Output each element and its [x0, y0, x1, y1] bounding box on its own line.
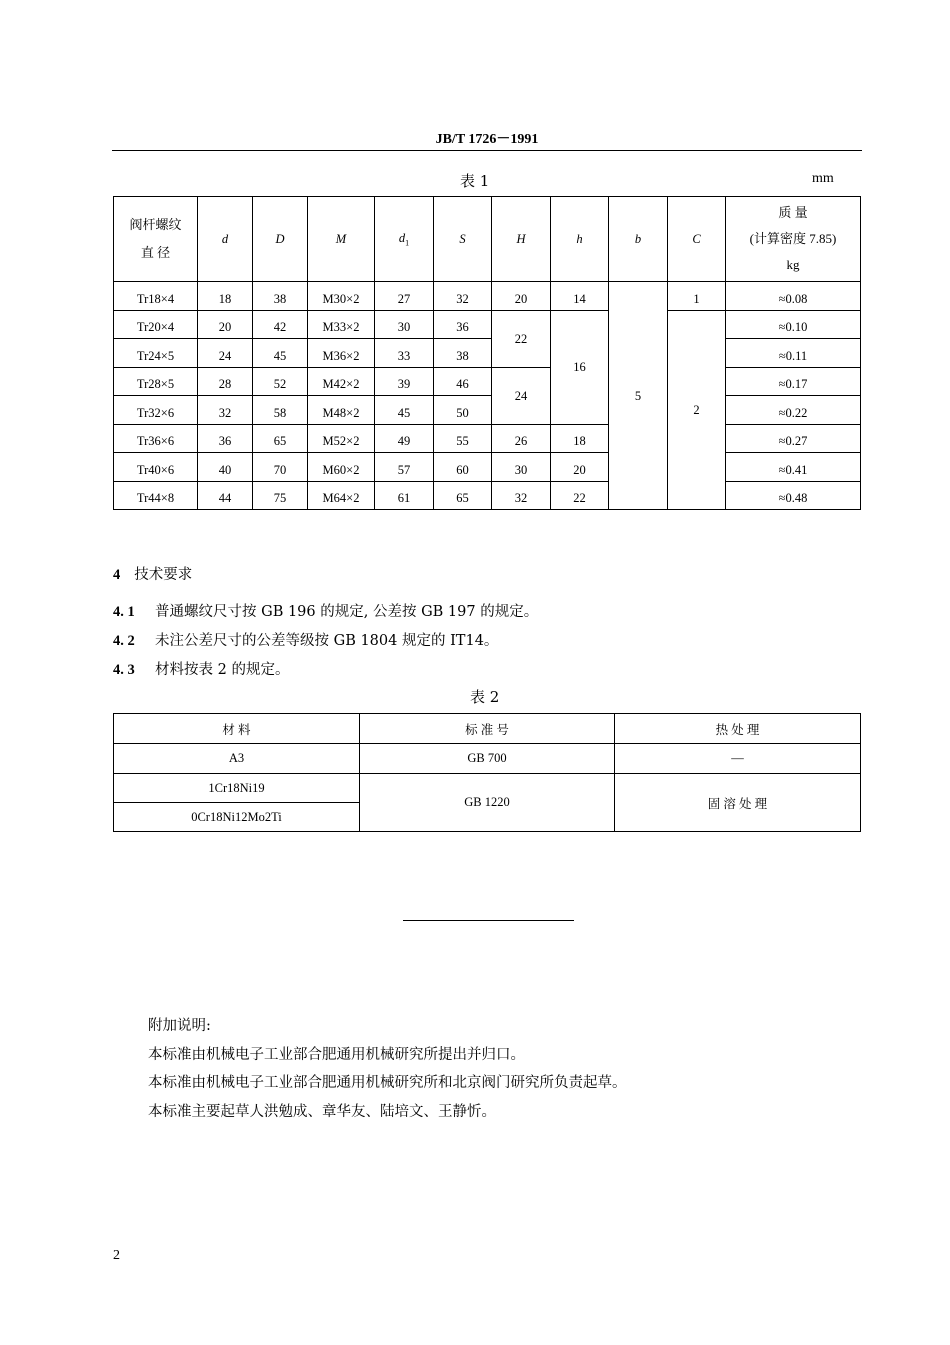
- col-C: C: [668, 197, 726, 282]
- cell-d1: 30: [375, 310, 434, 339]
- clause-4-2: [113, 629, 498, 650]
- cell-M: M36×2: [308, 339, 375, 368]
- cell-M: M60×2: [308, 453, 375, 482]
- cell-d: 24: [198, 339, 253, 368]
- cell-h: 18: [551, 424, 609, 453]
- cell-S: 60: [434, 453, 492, 482]
- cell-M: M30×2: [308, 282, 375, 311]
- cell-d: 32: [198, 396, 253, 425]
- cell-M: M33×2: [308, 310, 375, 339]
- clause-4-3: [113, 658, 289, 679]
- col-M: M: [308, 197, 375, 282]
- cell-standard-merged: GB 1220: [360, 774, 615, 832]
- cell-mass: ≈0.27: [726, 424, 861, 453]
- cell-thread: Tr20×4: [114, 310, 198, 339]
- cell-C-merged: 2: [668, 310, 726, 510]
- cell-d: 20: [198, 310, 253, 339]
- note-line: 本标准由机械电子工业部合肥通用机械研究所提出并归口。: [148, 1047, 525, 1063]
- cell-thread: Tr32×6: [114, 396, 198, 425]
- table1: [113, 196, 861, 510]
- note-line: 本标准主要起草人洪勉成、章华友、陆培文、王静忻。: [148, 1104, 496, 1120]
- note-line: 本标准由机械电子工业部合肥通用机械研究所和北京阀门研究所负责起草。: [148, 1075, 627, 1091]
- col-d: d: [198, 197, 253, 282]
- cell-D: 52: [253, 367, 308, 396]
- cell-thread: Tr36×6: [114, 424, 198, 453]
- clause-number: 4. 1: [113, 604, 135, 620]
- col-d1-sub: 1: [405, 238, 410, 248]
- table-row: [114, 453, 861, 482]
- cell-h-merged: 16: [551, 310, 609, 424]
- cell-D: 70: [253, 453, 308, 482]
- section-4-number: 4: [113, 567, 121, 583]
- header-rule: [112, 150, 862, 151]
- cell-d1: 49: [375, 424, 434, 453]
- cell-S: 32: [434, 282, 492, 311]
- table-row: [114, 339, 861, 368]
- cell-S: 50: [434, 396, 492, 425]
- cell-h: 20: [551, 453, 609, 482]
- cell-mass: ≈0.41: [726, 453, 861, 482]
- col-thread-diameter-line1: 阀杆螺纹: [129, 217, 182, 232]
- cell-D: 58: [253, 396, 308, 425]
- cell-M: M42×2: [308, 367, 375, 396]
- cell-H: 30: [492, 453, 551, 482]
- col-mass-line3: kg: [786, 257, 800, 272]
- cell-d: 44: [198, 481, 253, 510]
- cell-material: 1Cr18Ni19: [114, 774, 360, 803]
- cell-D: 75: [253, 481, 308, 510]
- cell-d1: 33: [375, 339, 434, 368]
- col-mass: [726, 197, 861, 282]
- clause-number: 4. 3: [113, 662, 135, 678]
- cell-H: 26: [492, 424, 551, 453]
- cell-D: 65: [253, 424, 308, 453]
- col-b: b: [609, 197, 668, 282]
- table1-header-row: [114, 197, 861, 282]
- section-4-heading: [113, 563, 192, 584]
- col-D: D: [253, 197, 308, 282]
- cell-C: 1: [668, 282, 726, 311]
- cell-H-merged: 24: [492, 367, 551, 424]
- cell-d: 18: [198, 282, 253, 311]
- table1-unit: mm: [812, 171, 834, 186]
- col-material: 材 料: [114, 714, 360, 744]
- table2-header-row: [114, 714, 861, 744]
- section-4-title: 技术要求: [134, 567, 193, 583]
- cell-mass: ≈0.11: [726, 339, 861, 368]
- table-row: [114, 424, 861, 453]
- cell-d1: 45: [375, 396, 434, 425]
- cell-mass: ≈0.17: [726, 367, 861, 396]
- clause-4-1: [113, 600, 538, 621]
- cell-material: A3: [114, 744, 360, 774]
- document-header: JB/T 1726－1991: [435, 132, 539, 147]
- col-mass-line2: (计算密度 7.85): [749, 231, 837, 246]
- cell-S: 36: [434, 310, 492, 339]
- cell-h: 22: [551, 481, 609, 510]
- table-row: [114, 481, 861, 510]
- cell-S: 55: [434, 424, 492, 453]
- cell-M: M64×2: [308, 481, 375, 510]
- table-row: [114, 282, 861, 311]
- clause-number: 4. 2: [113, 633, 135, 649]
- cell-d: 36: [198, 424, 253, 453]
- cell-H: 20: [492, 282, 551, 311]
- cell-mass: ≈0.08: [726, 282, 861, 311]
- cell-d1: 27: [375, 282, 434, 311]
- cell-material: 0Cr18Ni12Mo2Ti: [114, 803, 360, 832]
- end-rule: [403, 920, 574, 921]
- table1-caption: 表 1: [460, 172, 490, 190]
- cell-M: M52×2: [308, 424, 375, 453]
- cell-d1: 61: [375, 481, 434, 510]
- col-H: H: [492, 197, 551, 282]
- table2: [113, 713, 861, 832]
- table-row: [114, 310, 861, 339]
- cell-M: M48×2: [308, 396, 375, 425]
- cell-D: 45: [253, 339, 308, 368]
- cell-D: 38: [253, 282, 308, 311]
- col-mass-line1: 质 量: [778, 205, 808, 220]
- cell-S: 46: [434, 367, 492, 396]
- col-h: h: [551, 197, 609, 282]
- cell-thread: Tr24×5: [114, 339, 198, 368]
- cell-H: 32: [492, 481, 551, 510]
- cell-S: 65: [434, 481, 492, 510]
- cell-treatment-merged: 固 溶 处 理: [615, 774, 861, 832]
- clause-text: 未注公差尺寸的公差等级按 GB 1804 规定的 IT14。: [155, 633, 499, 649]
- col-treatment: 热 处 理: [615, 714, 861, 744]
- cell-mass: ≈0.48: [726, 481, 861, 510]
- cell-standard: GB 700: [360, 744, 615, 774]
- cell-d: 40: [198, 453, 253, 482]
- cell-d1: 39: [375, 367, 434, 396]
- cell-treatment: —: [615, 744, 861, 774]
- col-thread-diameter: [114, 197, 198, 282]
- cell-S: 38: [434, 339, 492, 368]
- table-row: [114, 774, 861, 803]
- cell-thread: Tr44×8: [114, 481, 198, 510]
- cell-thread: Tr18×4: [114, 282, 198, 311]
- cell-mass: ≈0.22: [726, 396, 861, 425]
- col-d1-main: d: [398, 230, 406, 245]
- note-heading: 附加说明:: [148, 1018, 211, 1034]
- cell-D: 42: [253, 310, 308, 339]
- page-number: 2: [113, 1248, 120, 1263]
- cell-d: 28: [198, 367, 253, 396]
- table2-caption: 表 2: [470, 688, 500, 706]
- cell-d1: 57: [375, 453, 434, 482]
- clause-text: 普通螺纹尺寸按 GB 196 的规定, 公差按 GB 197 的规定。: [155, 604, 539, 620]
- col-S: S: [434, 197, 492, 282]
- table-row: [114, 744, 861, 774]
- cell-thread: Tr40×6: [114, 453, 198, 482]
- cell-h: 14: [551, 282, 609, 311]
- cell-thread: Tr28×5: [114, 367, 198, 396]
- cell-H-merged: 22: [492, 310, 551, 367]
- col-thread-diameter-line2: 直 径: [140, 245, 171, 260]
- col-standard: 标 准 号: [360, 714, 615, 744]
- clause-text: 材料按表 2 的规定。: [155, 662, 290, 678]
- cell-mass: ≈0.10: [726, 310, 861, 339]
- table-row: [114, 396, 861, 425]
- table-row: [114, 367, 861, 396]
- cell-b-merged: 5: [609, 282, 668, 510]
- col-d1: [375, 197, 434, 282]
